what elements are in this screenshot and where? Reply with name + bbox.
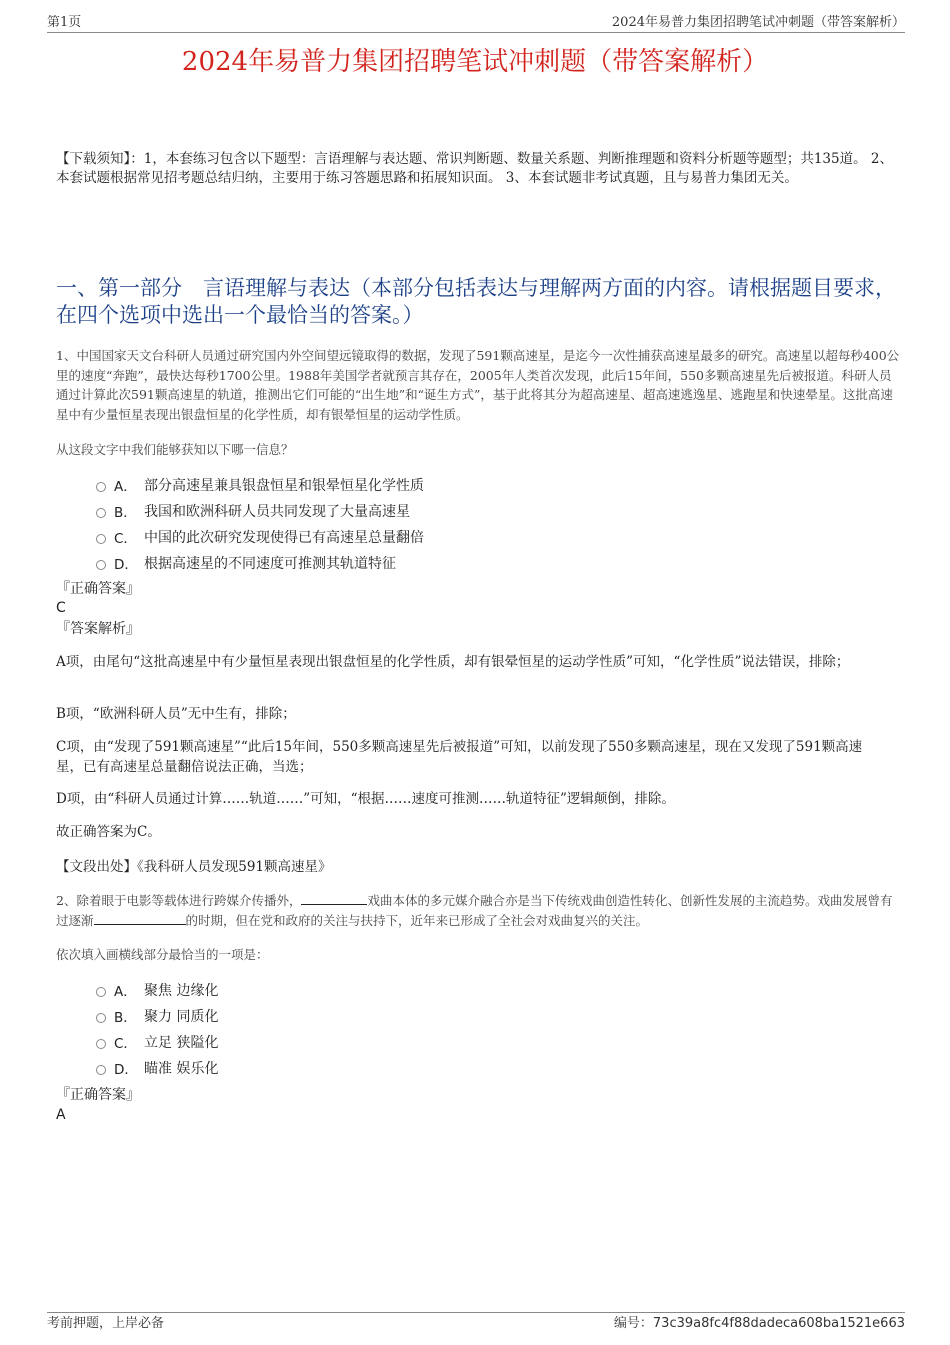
radio-icon[interactable] xyxy=(96,1039,106,1049)
radio-icon[interactable] xyxy=(96,1065,106,1075)
option-letter: A． xyxy=(114,479,137,495)
option-text: 立足 狭隘化 xyxy=(144,1035,219,1051)
question-text-part: 的时期，但在党和政府的关注与扶持下，近年来已形成了全社会对戏曲复兴的关注。 xyxy=(185,912,649,928)
fill-blank[interactable] xyxy=(94,912,186,925)
question-1-text: 1、中国国家天文台科研人员通过研究国内外空间望远镜取得的数据，发现了591颗高速星，是迄今一次性捕获高速星最多的研究。高速星以超每秒400公里的速度“奔跑”，最快达每秒1700公里。1988年美国学者就预言其存在，2005年人类首次发现，此后15年间，550多颗高速星先后被报道。科研人员通过计算此次591颗高速星的轨道，推测出它们可能的“出生地”和“诞生方式”，基于此将其分为超高速星、超高速逃逸星、逃跑星和快速晕星。这批高速星中有少量恒星表现出银盘恒星的化学性质，却有银晕恒星的运动学性质。 xyxy=(56,348,900,422)
option-a[interactable] xyxy=(96,472,876,498)
option-a[interactable] xyxy=(96,977,876,1003)
radio-icon[interactable] xyxy=(96,987,106,997)
option-text: 我国和欧洲科研人员共同发现了大量高速星 xyxy=(144,504,410,520)
serial-label: 编号： xyxy=(613,1316,653,1331)
question-2-text xyxy=(56,891,902,930)
question-text-part: 戏曲本体的多元媒介融合亦是当下传统戏曲创造性转化、创新性发展的主流趋势。戏曲发展曾有过逐渐 xyxy=(56,893,893,928)
option-letter: B． xyxy=(114,505,137,521)
correct-answer: A xyxy=(56,1107,66,1123)
page-number: 第1页 xyxy=(47,15,82,30)
option-text: 聚焦 边缘化 xyxy=(144,983,219,999)
option-letter: D． xyxy=(114,557,138,573)
option-letter: D． xyxy=(114,1062,138,1078)
option-letter: B． xyxy=(114,1010,137,1026)
analysis-label: 『答案解析』 xyxy=(56,621,140,637)
analysis-paragraph: A项，由尾句“这批高速星中有少量恒星表现出银盘恒星的化学性质，却有银晕恒星的运动学性质”可知，“化学性质”说法错误，排除； xyxy=(56,654,850,670)
running-title: 2024年易普力集团招聘笔试冲刺题（带答案解析） xyxy=(611,15,905,30)
option-d[interactable] xyxy=(96,550,876,576)
question-1-prompt: 从这段文字中我们能够获知以下哪一信息？ xyxy=(56,442,294,457)
question-1-options xyxy=(96,472,876,576)
serial-number: 73c39a8fc4f88dadeca608ba1521e663 xyxy=(652,1316,905,1331)
question-2-options xyxy=(96,977,876,1081)
analysis-paragraph: D项，由“科研人员通过计算……轨道……”可知，“根据……速度可推测……轨道特征”逻辑颠倒，排除。 xyxy=(56,791,675,807)
option-letter: C． xyxy=(114,1036,137,1052)
analysis-paragraph: B项，“欧洲科研人员”无中生有，排除； xyxy=(56,706,296,722)
option-text: 中国的此次研究发现使得已有高速星总量翻倍 xyxy=(144,530,424,546)
option-letter: A． xyxy=(114,984,137,1000)
question-text-part: 2、除着眼于电影等载体进行跨媒介传播外， xyxy=(56,893,302,908)
option-text: 根据高速星的不同速度可推测其轨道特征 xyxy=(144,556,396,572)
question-2-prompt: 依次填入画横线部分最恰当的一项是： xyxy=(56,947,269,962)
option-text: 聚力 同质化 xyxy=(144,1009,219,1025)
correct-answer-label: 『正确答案』 xyxy=(56,581,140,597)
option-text: 瞄准 娱乐化 xyxy=(144,1061,219,1077)
correct-answer-label: 『正确答案』 xyxy=(56,1087,140,1103)
fill-blank[interactable] xyxy=(301,892,367,905)
radio-icon[interactable] xyxy=(96,1013,106,1023)
option-d[interactable] xyxy=(96,1055,876,1081)
footer-slogan: 考前押题，上岸必备 xyxy=(47,1316,165,1331)
radio-icon[interactable] xyxy=(96,560,106,570)
option-letter: C． xyxy=(114,531,137,547)
document-serial xyxy=(614,1314,905,1334)
analysis-paragraph: C项，由“发现了591颗高速星”“此后15年间，550多颗高速星先后被报道”可知，以前发现了550多颗高速星，现在又发现了591颗高速星，已有高速星总量翻倍说法正确，当选； xyxy=(56,739,863,775)
radio-icon[interactable] xyxy=(96,534,106,544)
option-c[interactable] xyxy=(96,524,876,550)
page-footer xyxy=(47,1312,905,1333)
option-b[interactable] xyxy=(96,498,876,524)
download-notice: 【下载须知】：1，本套练习包含以下题型：言语理解与表达题、常识判断题、数量关系题、判断推理题和资料分析题等题型；共135道。 2、本套试题根据常见招考题总结归纳，主要用于练习答题思路和拓展知识面。 3、本套试题非考试真题，且与易普力集团无关。 xyxy=(56,151,893,186)
option-text: 部分高速星兼具银盘恒星和银晕恒星化学性质 xyxy=(144,478,424,494)
page-header xyxy=(47,14,905,33)
option-b[interactable] xyxy=(96,1003,876,1029)
radio-icon[interactable] xyxy=(96,508,106,518)
option-c[interactable] xyxy=(96,1029,876,1055)
section-heading: 一、第一部分 言语理解与表达（本部分包括表达与理解两方面的内容。请根据题目要求，在四个选项中选出一个最恰当的答案。） xyxy=(56,276,896,327)
radio-icon[interactable] xyxy=(96,482,106,492)
correct-answer: C xyxy=(56,600,66,616)
source-citation: 【文段出处】《我科研人员发现591颗高速星》 xyxy=(56,859,332,875)
analysis-conclusion: 故正确答案为C。 xyxy=(56,824,161,840)
document-title: 2024年易普力集团招聘笔试冲刺题（带答案解析） xyxy=(181,47,769,77)
